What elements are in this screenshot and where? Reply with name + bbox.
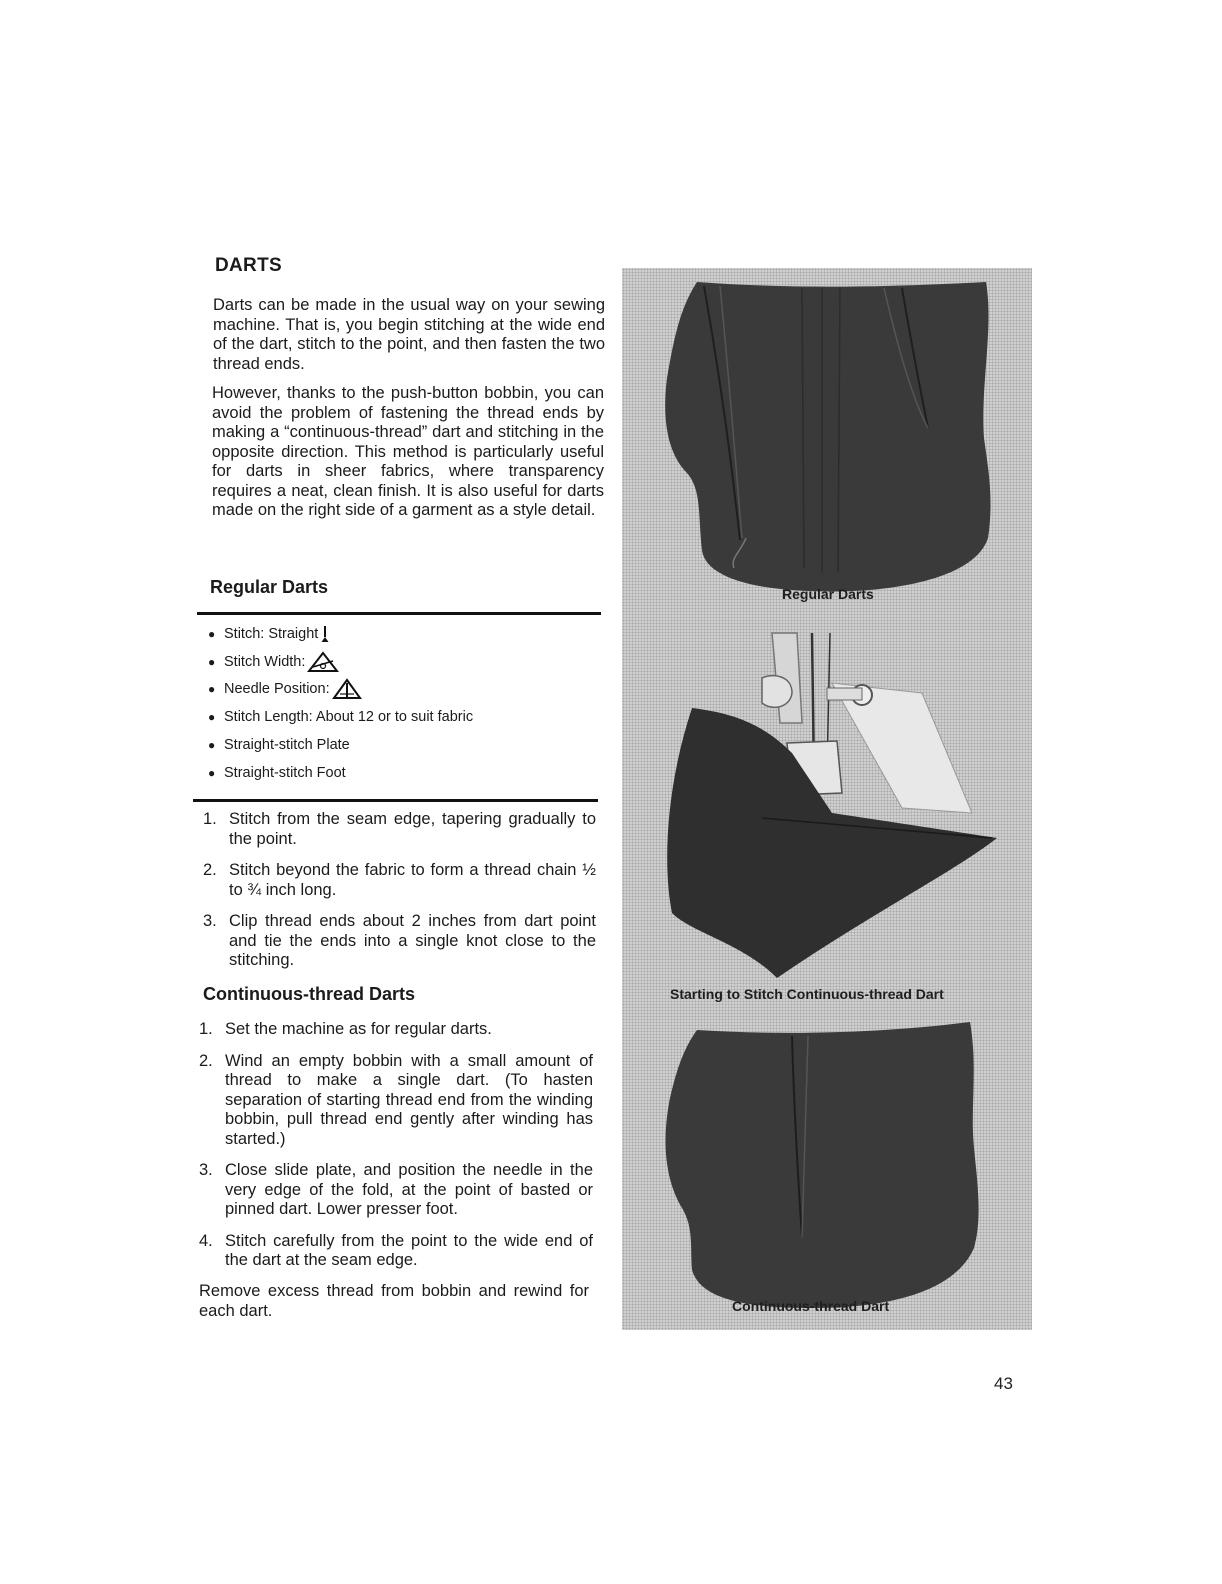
intro-paragraph-2: However, thanks to the push-button bobbin, you can avoid the problem of fastening the thread ends by making a “continuous-thread” dart and stitching in the opposite direction. This method is particularly useful for darts in sheer fabrics, where transparency requires a neat, clean finish. It is also useful for darts made on the right side of a garment as a style detail.	[212, 384, 604, 519]
list-item: 4. Stitch carefully from the point to the wide end of the dart at the seam edge.	[199, 1231, 593, 1269]
starting-stitch-caption: Starting to Stitch Continuous-thread Dart	[670, 986, 944, 1002]
closing-paragraph: Remove excess thread from bobbin and rewind for each dart.	[199, 1282, 589, 1320]
bullet-icon: ●	[208, 710, 216, 725]
continuous-dart-figure	[622, 1008, 1032, 1330]
stitch-width-icon	[307, 651, 339, 673]
regular-darts-caption: Regular Darts	[782, 586, 874, 602]
page-title: DARTS	[215, 255, 282, 276]
bullet-icon: ●	[208, 654, 216, 669]
regular-darts-figure	[622, 268, 1032, 613]
starting-stitch-figure	[622, 613, 1032, 983]
bullet-icon: ●	[208, 765, 216, 780]
list-item: 1. Stitch from the seam edge, tapering gradually to the point.	[203, 810, 596, 848]
setting-item: ● Stitch: Straight	[208, 620, 473, 648]
bullet-icon: ●	[208, 626, 216, 641]
regular-darts-heading: Regular Darts	[210, 577, 329, 597]
continuous-dart-caption: Continuous-thread Dart	[732, 1298, 890, 1314]
setting-item: ● Straight-stitch Foot	[208, 759, 473, 787]
list-item: 1. Set the machine as for regular darts.	[199, 1020, 492, 1038]
setting-item: ● Straight-stitch Plate	[208, 731, 473, 759]
machine-settings-list	[208, 620, 473, 787]
intro-paragraph-1: Darts can be made in the usual way on your sewing machine. That is, you begin stitching at the wide end of the dart, stitch to the point, and then fasten the two thread ends.	[213, 296, 605, 373]
settings-top-rule	[197, 612, 601, 615]
continuous-darts-steps	[199, 1020, 593, 1283]
bullet-icon: ●	[208, 738, 216, 753]
regular-darts-steps	[203, 810, 596, 983]
list-item: 3. Close slide plate, and position the needle in the very edge of the fold, at the point of basted or pinned dart. Lower presser foot.	[199, 1161, 593, 1218]
bullet-icon: ●	[208, 682, 216, 697]
figures-panel	[622, 268, 1032, 1330]
list-item: 2. Stitch beyond the fabric to form a thread chain ½ to ¾ inch long.	[203, 861, 596, 899]
setting-item: ● Stitch Width:	[208, 648, 473, 676]
continuous-darts-heading: Continuous-thread Darts	[203, 984, 416, 1004]
list-item: 2. Wind an empty bobbin with a small amount of thread to make a single dart. (To hasten separation of starting thread end from the winding bobbin, pull thread end gently after winding has started.)	[199, 1051, 593, 1148]
needle-position-icon	[332, 678, 362, 700]
straight-stitch-icon	[320, 623, 330, 645]
list-item: 3. Clip thread ends about 2 inches from dart point and tie the ends into a single knot close to the stitching.	[203, 912, 596, 969]
setting-item: ● Needle Position:	[208, 676, 473, 704]
setting-item: ● Stitch Length: About 12 or to suit fabric	[208, 703, 473, 731]
settings-bottom-rule	[193, 799, 598, 802]
page-number: 43	[994, 1374, 1013, 1393]
